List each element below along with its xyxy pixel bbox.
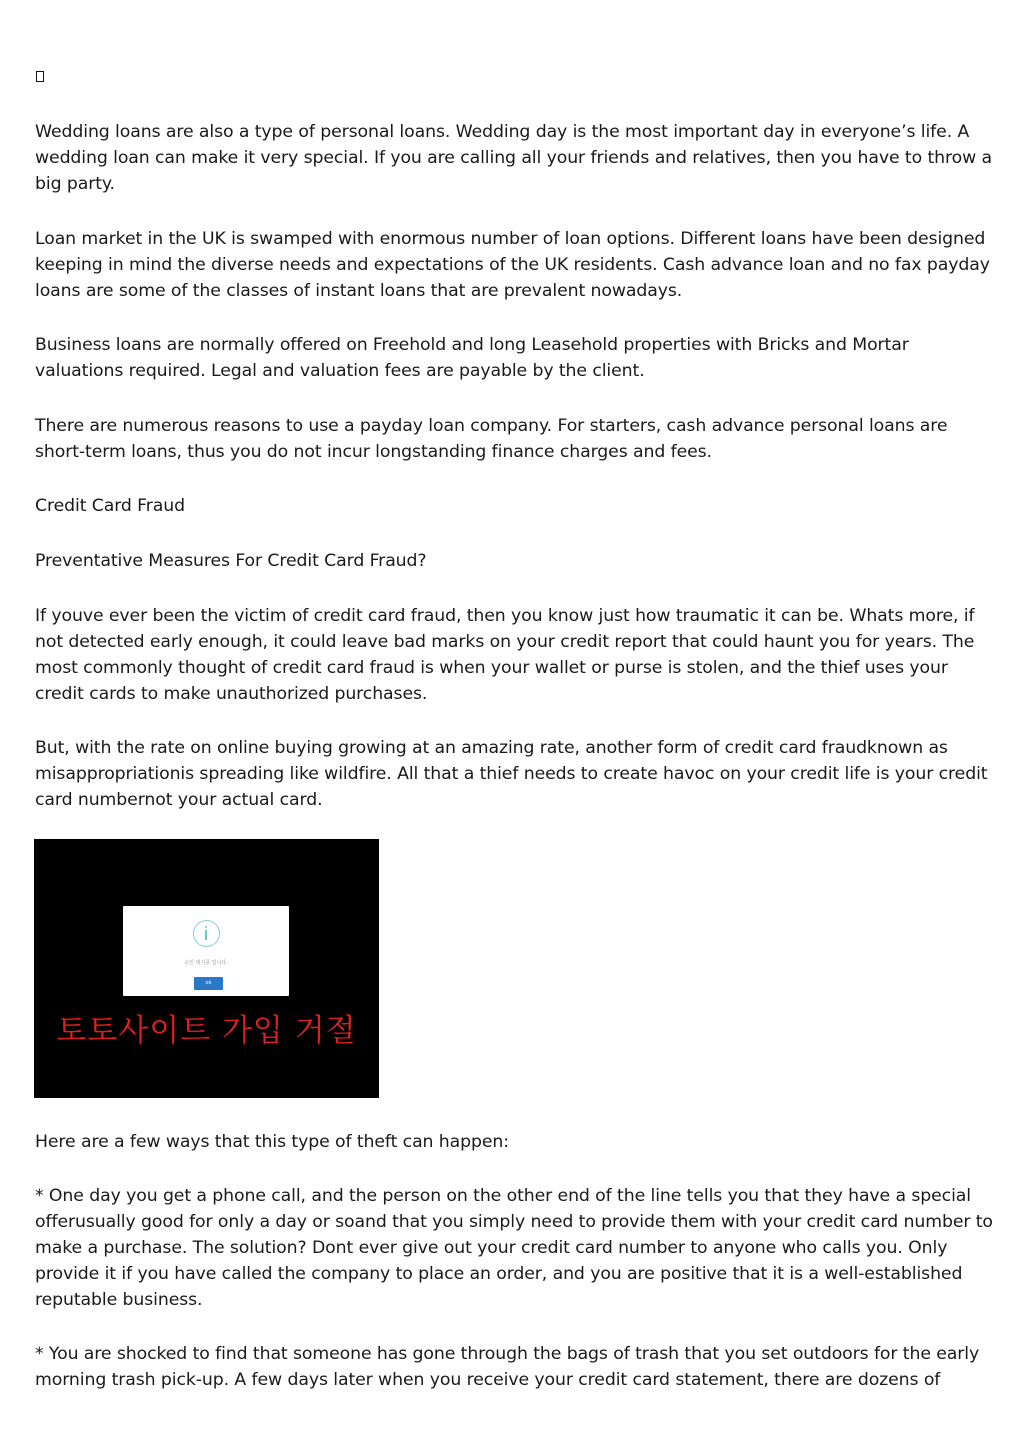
heading-preventative-measures: Preventative Measures For Credit Card Fraud?	[35, 551, 427, 571]
paragraph-online-buying: But, with the rate on online buying growing at an amazing rate, another form of credit card fraudknown as misappropriationis spreading like wildfire. All that a thief needs to create havoc on your credit life is your credit card numbernot your actual card.	[35, 738, 988, 810]
dialog-message: 승인 대기중 입니다.	[184, 960, 228, 966]
paragraph-business-loans: Business loans are normally offered on Freehold and long Leasehold properties with Bricks and Mortar valuations required. Legal and valuation fees are payable by the client.	[35, 335, 909, 381]
missing-glyph-icon	[36, 71, 44, 82]
paragraph-loan-market: Loan market in the UK is swamped with enormous number of loan options. Different loans have been designed keeping in mind the diverse needs and expectations of the UK residents. Cash advance loan and no fax payday loans are some of the classes of instant loans that are prevalent nowadays.	[35, 229, 990, 301]
info-icon	[193, 920, 220, 947]
embedded-image	[34, 839, 379, 1098]
paragraph-victim: If youve ever been the victim of credit card fraud, then you know just how traumatic it can be. Whats more, if not detected early enough, it could leave bad marks on your credit report that could haunt you for years. The most commonly thought of credit card fraud is when your wallet or purse is stolen, and the thief uses your credit cards to make unauthorized purchases.	[35, 606, 975, 704]
image-caption: 토토사이트 가입 거절	[56, 1013, 357, 1049]
paragraph-wedding-loans: Wedding loans are also a type of personal loans. Wedding day is the most important day in everyone’s life. A wedding loan can make it very special. If you are calling all your friends and relatives, then you have to throw a big party.	[35, 122, 993, 194]
heading-credit-card-fraud: Credit Card Fraud	[35, 496, 185, 516]
paragraph-trash: * You are shocked to find that someone has gone through the bags of trash that you set outdoors for the early morning trash pick-up. A few days later when you receive your credit card statement, there are dozens of	[35, 1344, 980, 1390]
ok-button: ok	[194, 977, 223, 990]
dialog-box	[123, 906, 289, 996]
paragraph-phone-call: * One day you get a phone call, and the person on the other end of the line tells you that they have a special offerusually good for only a day or soand that you simply need to provide them with your credit card number to make a purchase. The solution? Dont ever give out your credit card number to anyone who calls you. Only provide it if you have called the company to place an order, and you are positive that it is a well-established reputable business.	[35, 1186, 993, 1310]
paragraph-payday-reasons: There are numerous reasons to use a payday loan company. For starters, cash advance personal loans are short-term loans, thus you do not incur longstanding finance charges and fees.	[35, 416, 948, 462]
paragraph-ways-intro: Here are a few ways that this type of theft can happen:	[35, 1132, 509, 1152]
